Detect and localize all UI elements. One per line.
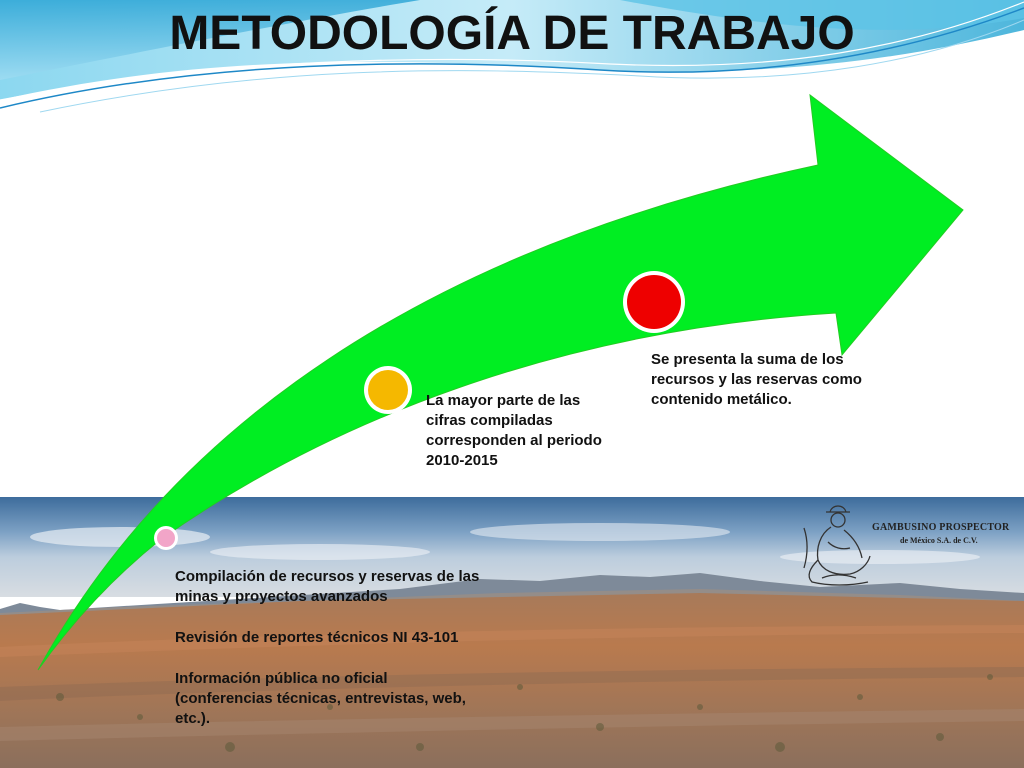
logo-company-subtitle: de México S.A. de C.V.: [900, 536, 978, 545]
company-logo: [798, 498, 1018, 590]
step-1-marker: [154, 526, 178, 550]
step-3-text: Se presenta la suma de los recursos y las reservas como contenido metálico.: [651, 351, 862, 408]
step-1-item-public-info: Información pública no oficial (conferencias técnicas, entrevistas, web, etc.).: [175, 670, 466, 727]
step-2-marker: [364, 366, 412, 414]
logo-company-name: GAMBUSINO PROSPECTOR: [872, 522, 1010, 533]
step-2-text: La mayor parte de las cifras compiladas corresponden al periodo 2010-2015: [426, 392, 602, 469]
prospector-figure-icon: [798, 498, 878, 590]
page-title: METODOLOGÍA DE TRABAJO: [169, 7, 855, 60]
step-1-text: [175, 567, 480, 750]
step-1-item-compilation: Compilación de recursos y reservas de las minas y proyectos avanzados: [175, 568, 480, 605]
step-3-marker: [623, 271, 685, 333]
step-1-item-reports: Revisión de reportes técnicos NI 43-101: [175, 629, 459, 646]
